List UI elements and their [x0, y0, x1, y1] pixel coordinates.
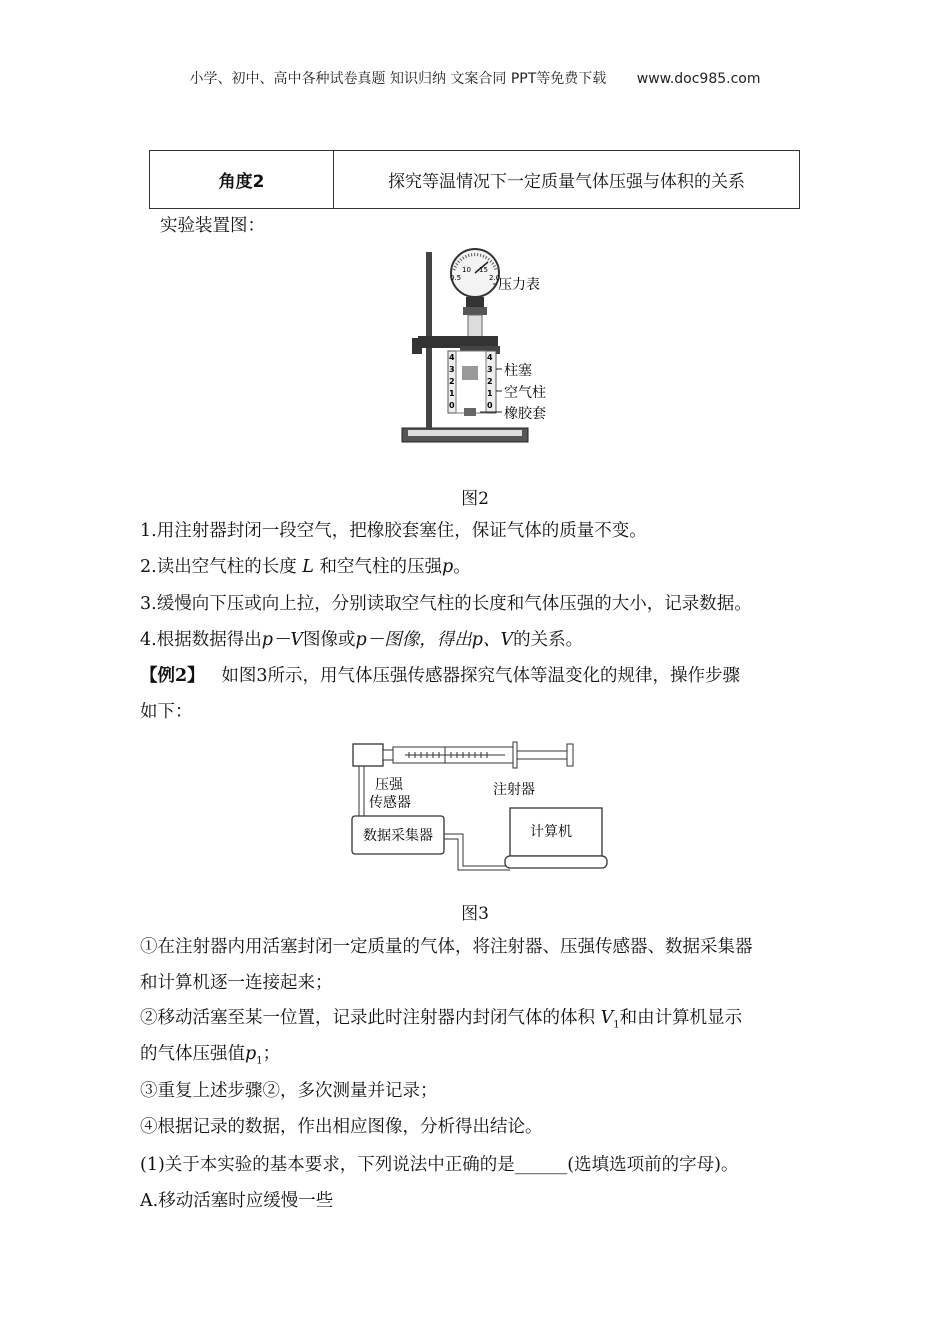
apparatus-label: 实验装置图： [160, 216, 265, 236]
label-sensor-1: 压强 [375, 777, 403, 793]
label-computer: 计算机 [530, 824, 572, 840]
scale-4-left: 4 [449, 353, 455, 362]
procedure-1b: 和计算机逐一连接起来； [140, 973, 333, 993]
label-rubber-cap: 橡胶套 [504, 406, 546, 422]
label-syringe: 注射器 [493, 782, 535, 798]
scale-0-left: 0 [449, 401, 455, 410]
label-collector: 数据采集器 [363, 828, 433, 844]
label-sensor-2: 传感器 [369, 795, 411, 811]
dial-20: 2.0 [489, 274, 501, 282]
procedure-4: ④根据记录的数据，作出相应图像，分析得出结论。 [140, 1117, 543, 1137]
scale-3-right: 3 [487, 365, 493, 374]
label-plunger: 柱塞 [504, 363, 532, 379]
scale-3-left: 3 [449, 365, 455, 374]
question-1: (1)关于本实验的基本要求，下列说法中正确的是______(选填选项前的字母)。 [140, 1155, 739, 1175]
procedure-2a: ②移动活塞至某一位置，记录此时注射器内封闭气体的体积 $V_1$和由计算机显示 [140, 1008, 743, 1031]
angle-label: 角度2 [150, 151, 334, 208]
angle-title: 探究等温情况下一定质量气体压强与体积的关系 [388, 172, 745, 192]
header-text: 小学、初中、高中各种试卷真题 知识归纳 文案合同 PPT等免费下载 [189, 71, 607, 87]
scale-0-right: 0 [487, 401, 493, 410]
step-2: 2.读出空气柱的长度 L 和空气柱的压强p。 [140, 557, 471, 577]
label-gauge: 压力表 [498, 277, 540, 293]
pressure-sensor [353, 744, 383, 766]
option-a: A.移动活塞时应缓慢一些 [140, 1191, 334, 1211]
figure-2-apparatus [390, 248, 590, 448]
procedure-1a: ①在注射器内用活塞封闭一定质量的气体，将注射器、压强传感器、数据采集器 [140, 937, 753, 957]
scale-1-left: 1 [449, 389, 455, 398]
example-line-1: 【例2】 如图3所示，用气体压强传感器探究气体等温变化的规律，操作步骤 [140, 666, 741, 686]
step-1: 1.用注射器封闭一段空气，把橡胶套塞住，保证气体的质量不变。 [140, 521, 647, 541]
dial-05: 0.5 [450, 274, 462, 282]
example-line-2: 如下： [140, 702, 193, 722]
figure-3-caption: 图3 [461, 904, 489, 924]
procedure-3: ③重复上述步骤②，多次测量并记录； [140, 1081, 438, 1101]
step-4: 4.根据数据得出p－V图像或p－图像，得出p、V的关系。 [140, 630, 584, 650]
figure-2-caption: 图2 [461, 489, 489, 509]
scale-4-right: 4 [487, 353, 493, 362]
angle-table [149, 150, 800, 209]
dial-10: 10 [462, 266, 471, 274]
scale-2-left: 2 [449, 377, 455, 386]
page-header [0, 68, 950, 88]
procedure-2b: 的气体压强值$p_1$； [140, 1044, 281, 1067]
dial-15: 15 [479, 266, 488, 274]
scale-1-right: 1 [487, 389, 493, 398]
header-url[interactable]: www.doc985.com [636, 71, 761, 87]
scale-2-right: 2 [487, 377, 493, 386]
label-air-column: 空气柱 [504, 385, 546, 401]
step-3: 3.缓慢向下压或向上拉，分别读取空气柱的长度和气体压强的大小，记录数据。 [140, 594, 752, 614]
figure-3-setup [345, 738, 615, 873]
